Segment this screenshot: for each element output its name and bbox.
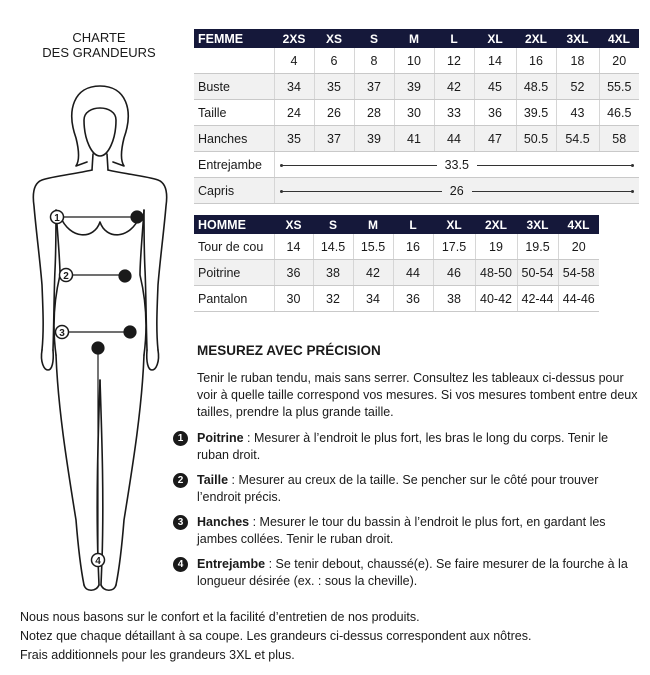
table-cell: 14	[274, 234, 313, 260]
table-cell: 28	[354, 100, 394, 126]
femme-header-size: L	[434, 29, 474, 48]
table-cell: 10	[394, 48, 434, 74]
chart-title	[20, 30, 178, 60]
table-cell: 19.5	[517, 234, 558, 260]
table-cell: 42	[353, 260, 393, 286]
step-term: Entrejambe	[197, 557, 266, 571]
table-cell: 40-42	[475, 286, 517, 312]
homme-size-table	[194, 215, 599, 312]
femme-header-size: S	[354, 29, 394, 48]
table-cell: 8	[354, 48, 394, 74]
table-row	[194, 100, 639, 126]
row-label: Tour de cou	[194, 234, 274, 260]
table-cell: 42	[434, 74, 474, 100]
step-number-badge: 2	[173, 473, 188, 488]
table-cell: 54-58	[558, 260, 599, 286]
table-cell: 42-44	[517, 286, 558, 312]
homme-header-size: M	[353, 215, 393, 234]
table-cell: 35	[274, 126, 314, 152]
table-cell: 44	[434, 126, 474, 152]
table-cell: 48.5	[516, 74, 556, 100]
table-cell: 26	[314, 100, 354, 126]
step-taille	[173, 472, 642, 506]
table-cell: 50.5	[516, 126, 556, 152]
chart-title-line-1: CHARTE	[72, 30, 126, 45]
table-cell: 38	[313, 260, 353, 286]
table-cell: 14.5	[313, 234, 353, 260]
femme-header-row	[194, 29, 639, 48]
footer-line: Notez que chaque détaillant à sa coupe. Les grandeurs ci-dessus correspondent aux nôtres.	[20, 629, 532, 643]
table-cell: 30	[394, 100, 434, 126]
table-row	[194, 286, 599, 312]
femme-header-size: 2XL	[516, 29, 556, 48]
femme-header-size: XS	[314, 29, 354, 48]
table-cell: 48-50	[475, 260, 517, 286]
table-cell: 6	[314, 48, 354, 74]
table-cell: 46	[433, 260, 475, 286]
table-cell: 45	[474, 74, 516, 100]
table-row	[194, 234, 599, 260]
span-value: 26	[442, 184, 472, 198]
span-cell	[274, 178, 639, 204]
table-cell: 34	[274, 74, 314, 100]
homme-header-size: 3XL	[517, 215, 558, 234]
row-label: Buste	[194, 74, 274, 100]
chart-title-line-2: DES GRANDEURS	[42, 45, 156, 60]
homme-header-size: XL	[433, 215, 475, 234]
table-row	[194, 48, 639, 74]
table-row	[194, 260, 599, 286]
row-label: Hanches	[194, 126, 274, 152]
span-value: 33.5	[437, 158, 477, 172]
step-text: : Mesurer à l’endroit le plus fort, les bras le long du corps. Tenir le ruban droit.	[197, 431, 609, 462]
measure-intro: Tenir le ruban tendu, mais sans serrer. Consultez les tableaux ci-dessus pour voir à quelle taille correspond vos mesures. Si vos mesures tombent entre deux tailles, prendre la plus grande taille.	[197, 371, 638, 419]
table-cell: 30	[274, 286, 313, 312]
table-cell: 32	[313, 286, 353, 312]
table-row	[194, 178, 639, 204]
figure-marker-4: 4	[95, 556, 101, 567]
femme-header-size: 4XL	[599, 29, 639, 48]
figure-marker-1: 1	[54, 213, 60, 224]
table-cell: 34	[353, 286, 393, 312]
homme-header-row	[194, 215, 599, 234]
row-label: Capris	[194, 178, 274, 204]
body-figure-illustration	[20, 80, 178, 600]
row-label: Pantalon	[194, 286, 274, 312]
table-cell: 44	[393, 260, 433, 286]
table-cell: 19	[475, 234, 517, 260]
homme-header-label: HOMME	[194, 215, 274, 234]
femme-header-size: 3XL	[556, 29, 599, 48]
table-cell: 44-46	[558, 286, 599, 312]
step-text: : Mesurer au creux de la taille. Se pencher sur le côté pour trouver l’endroit précis.	[197, 473, 599, 504]
row-label: Entrejambe	[194, 152, 274, 178]
table-cell: 16	[516, 48, 556, 74]
table-cell: 37	[314, 126, 354, 152]
table-cell: 18	[556, 48, 599, 74]
step-number-badge: 1	[173, 431, 188, 446]
table-cell: 17.5	[433, 234, 475, 260]
table-cell: 58	[599, 126, 639, 152]
step-text: : Mesurer le tour du bassin à l’endroit le plus fort, en gardant les jambes collées. Tenir le ruban droit.	[197, 515, 606, 546]
homme-header-size: XS	[274, 215, 313, 234]
table-cell: 33	[434, 100, 474, 126]
step-entrejambe	[173, 556, 642, 590]
table-cell: 50-54	[517, 260, 558, 286]
homme-header-size: 2XL	[475, 215, 517, 234]
table-cell: 24	[274, 100, 314, 126]
span-cell	[274, 152, 639, 178]
step-term: Hanches	[197, 515, 250, 529]
femme-header-size: M	[394, 29, 434, 48]
step-number-badge: 3	[173, 515, 188, 530]
footer-line: Nous nous basons sur le confort et la facilité d’entretien de nos produits.	[20, 610, 420, 624]
table-cell: 12	[434, 48, 474, 74]
measure-instructions	[177, 342, 642, 598]
table-cell: 14	[474, 48, 516, 74]
homme-header-size: 4XL	[558, 215, 599, 234]
homme-header-size: S	[313, 215, 353, 234]
table-row	[194, 126, 639, 152]
table-cell: 39	[394, 74, 434, 100]
step-term: Taille	[197, 473, 229, 487]
table-cell: 54.5	[556, 126, 599, 152]
table-cell: 35	[314, 74, 354, 100]
table-cell: 36	[393, 286, 433, 312]
table-row	[194, 152, 639, 178]
femme-header-label: FEMME	[194, 29, 274, 48]
measure-title: MESUREZ AVEC PRÉCISION	[197, 343, 381, 358]
footer-notes	[20, 608, 640, 665]
table-cell: 39	[354, 126, 394, 152]
table-cell: 36	[274, 260, 313, 286]
row-label: Poitrine	[194, 260, 274, 286]
table-cell: 36	[474, 100, 516, 126]
table-cell: 39.5	[516, 100, 556, 126]
step-number-badge: 4	[173, 557, 188, 572]
table-cell: 37	[354, 74, 394, 100]
row-label: Taille	[194, 100, 274, 126]
table-cell: 15.5	[353, 234, 393, 260]
table-cell: 20	[599, 48, 639, 74]
step-term: Poitrine	[197, 431, 244, 445]
table-cell: 20	[558, 234, 599, 260]
table-cell: 41	[394, 126, 434, 152]
row-label	[194, 48, 274, 74]
femme-header-size: XL	[474, 29, 516, 48]
femme-size-table	[194, 29, 639, 204]
table-cell: 52	[556, 74, 599, 100]
step-hanches	[173, 514, 642, 548]
figure-marker-2: 2	[63, 271, 69, 282]
homme-header-size: L	[393, 215, 433, 234]
table-row	[194, 74, 639, 100]
table-cell: 55.5	[599, 74, 639, 100]
step-poitrine	[173, 430, 642, 464]
footer-line: Frais additionnels pour les grandeurs 3XL et plus.	[20, 648, 295, 662]
figure-marker-3: 3	[59, 328, 65, 339]
femme-header-size: 2XS	[274, 29, 314, 48]
table-cell: 38	[433, 286, 475, 312]
table-cell: 4	[274, 48, 314, 74]
table-cell: 47	[474, 126, 516, 152]
table-cell: 46.5	[599, 100, 639, 126]
step-text: : Se tenir debout, chaussé(e). Se faire mesurer de la fourche à la longueur désirée (ex. : sous la cheville).	[197, 557, 628, 588]
table-cell: 16	[393, 234, 433, 260]
table-cell: 43	[556, 100, 599, 126]
